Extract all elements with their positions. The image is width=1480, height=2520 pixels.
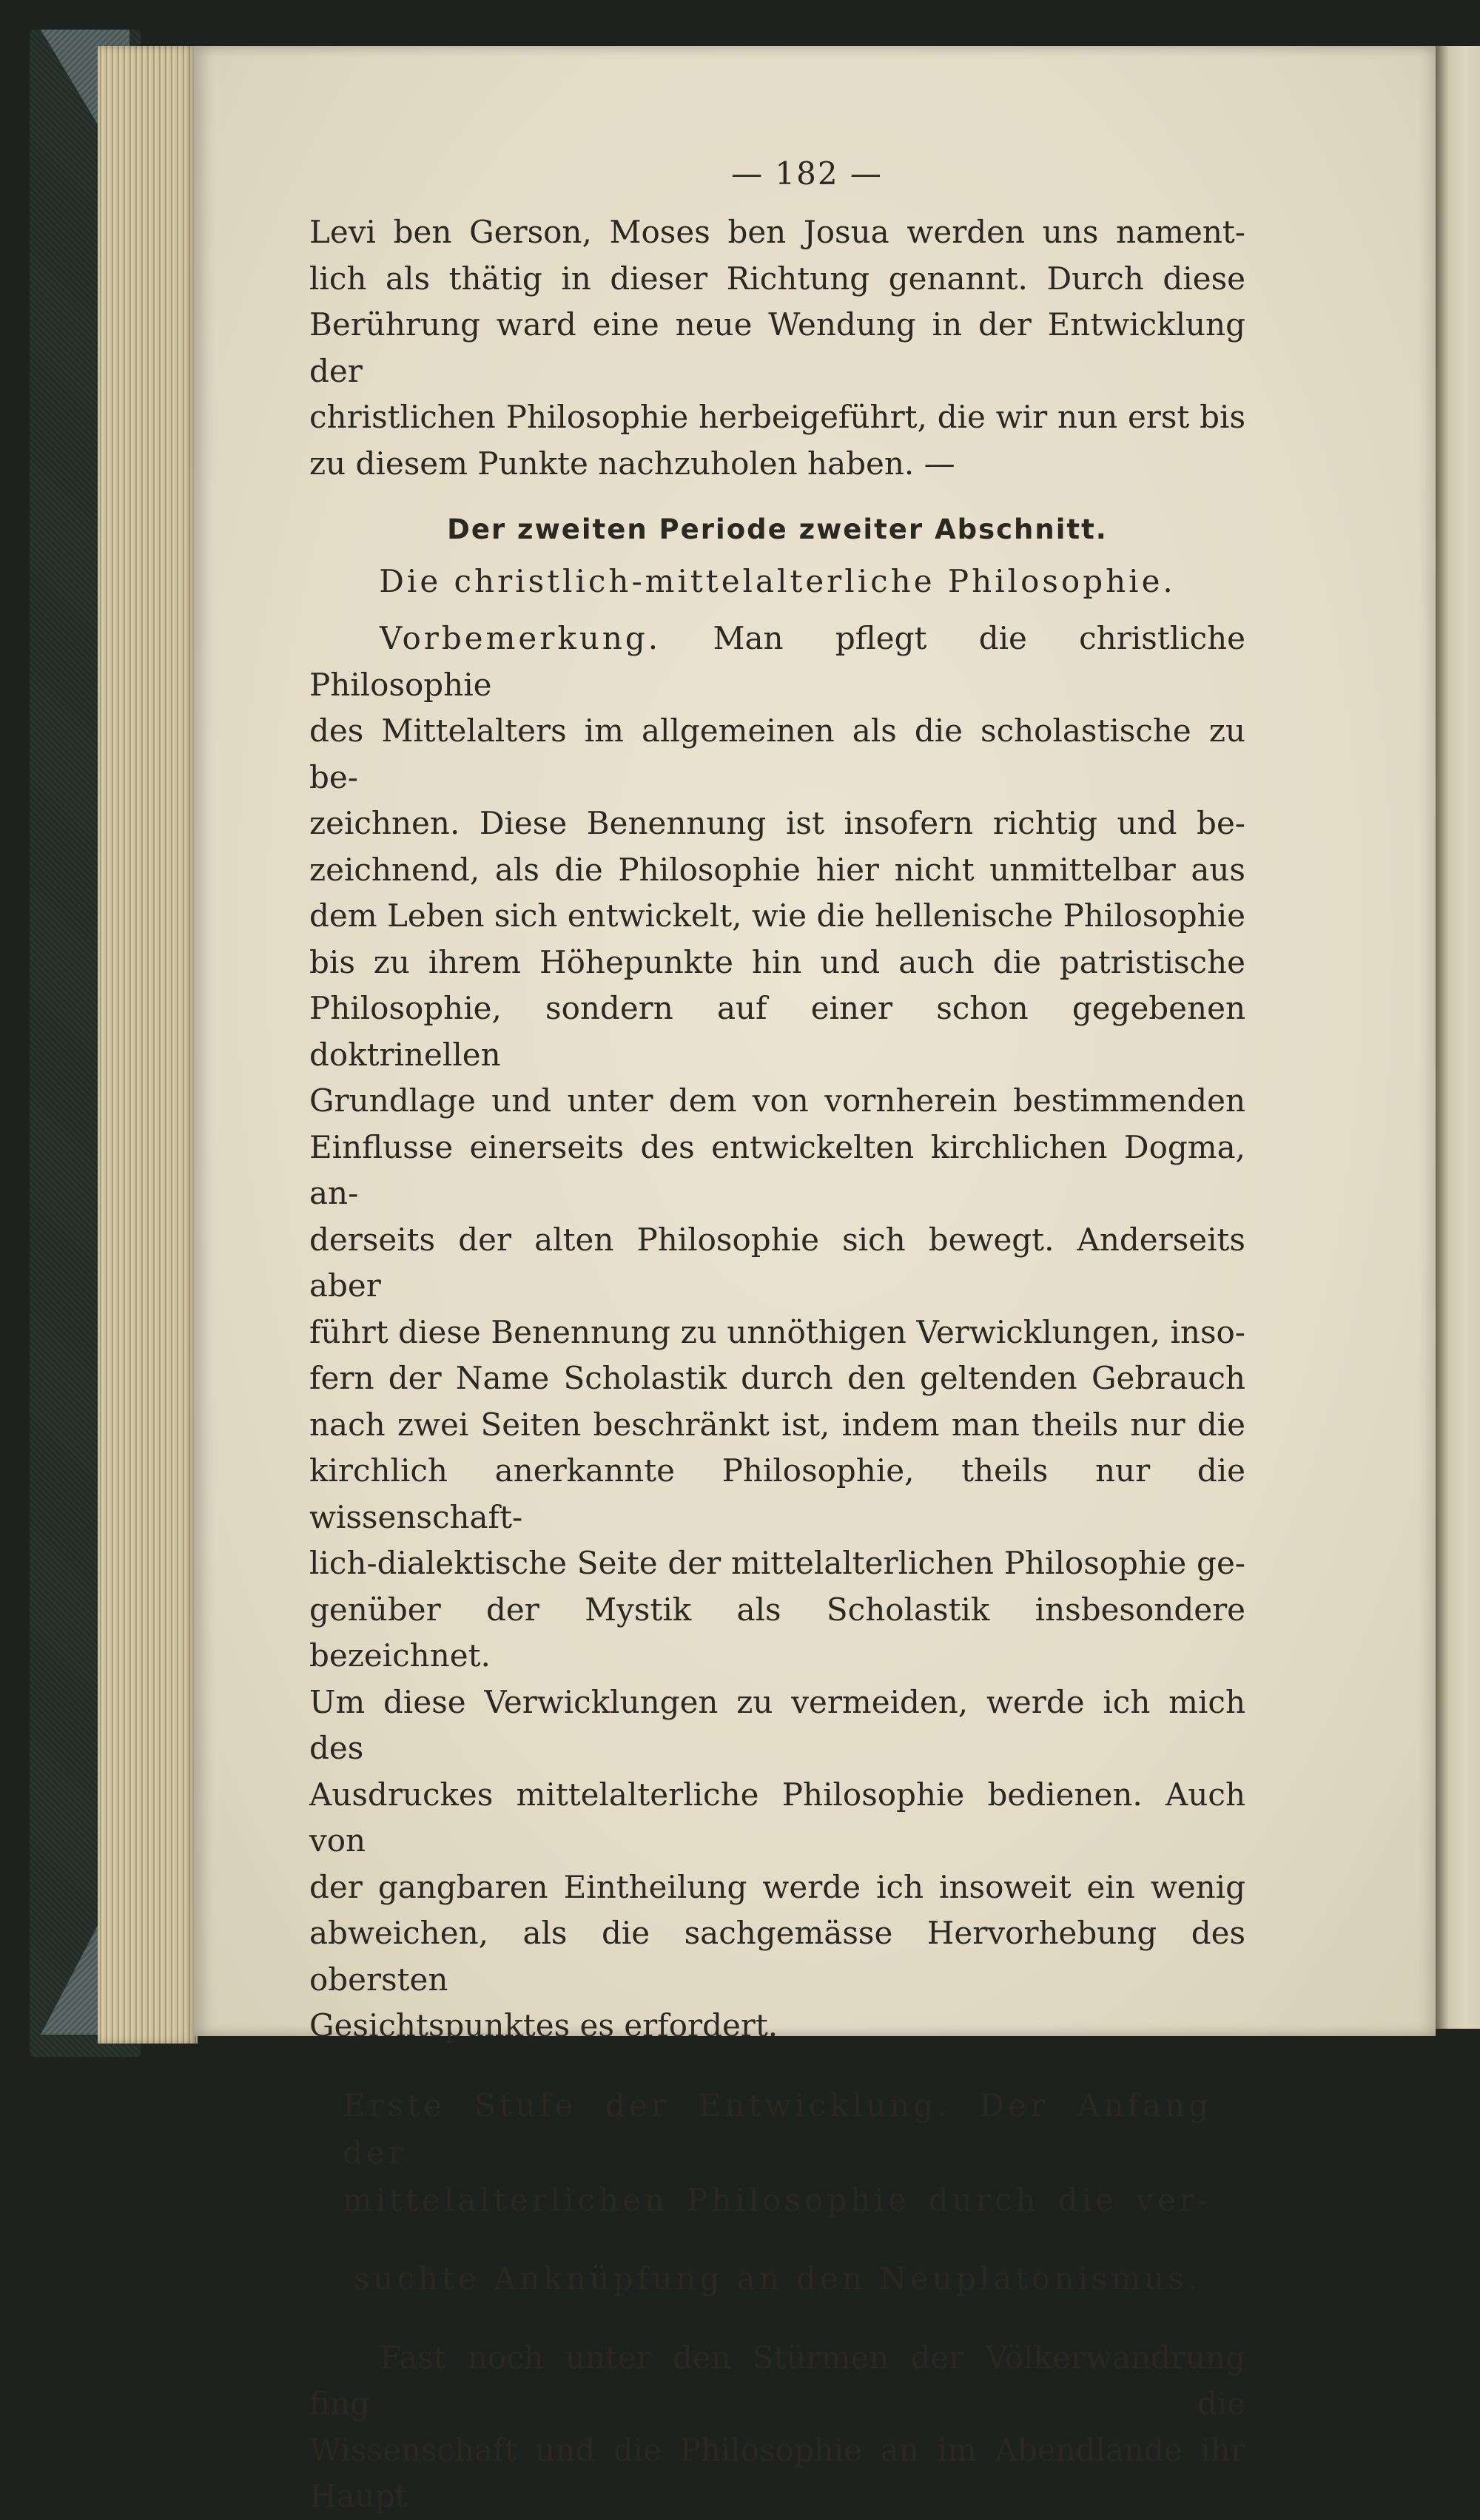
page-edges xyxy=(98,46,198,2044)
text-line: Philosophie, sondern auf einer schon gegebenen doktrinellen xyxy=(309,990,1245,1073)
text-line: lich als thätig in dieser Richtung genannt. Durch diese xyxy=(309,260,1245,297)
text-line: führt diese Benennung zu unnöthigen Verwicklungen, inso- xyxy=(309,1313,1245,1350)
text-line: des Mittelalters im allgemeinen als die scholastische zu be- xyxy=(309,712,1245,795)
text-line: Berührung ward eine neue Wendung in der Entwicklung der xyxy=(309,306,1245,389)
text-line: Gesichtspunktes es erfordert. xyxy=(309,2007,778,2044)
final-paragraph xyxy=(309,2335,1245,2520)
text-line: dem Leben sich entwickelt, wie die hellenische Philosophie xyxy=(309,897,1245,934)
text-line xyxy=(309,616,1245,708)
page-text xyxy=(309,152,1245,2520)
text-line: derseits der alten Philosophie sich bewegt. Anderseits aber xyxy=(309,1221,1245,1304)
text-line: genüber der Mystik als Scholastik insbesondere bezeichnet. xyxy=(309,1591,1245,1674)
intro-paragraph xyxy=(309,209,1245,487)
section-heading: Der zweiten Periode zweiter Abschnitt. xyxy=(447,513,1108,545)
text-line: bis zu ihrem Höhepunkte hin und auch die patristische xyxy=(309,943,1245,980)
stage-heading xyxy=(343,2082,1212,2302)
text-line: kirchlich anerkannte Philosophie, theils nur die wissenschaft- xyxy=(309,1452,1245,1535)
text-line: fern der Name Scholastik durch den geltenden Gebrauch xyxy=(309,1360,1245,1396)
text-line: zeichnend, als die Philosophie hier nicht unmittelbar aus xyxy=(309,851,1245,888)
remark-label: Vorbemerkung. xyxy=(380,620,662,656)
stage-line: mittelalterlichen Philosophie durch die ver- xyxy=(343,2181,1212,2218)
next-page-edge xyxy=(1436,46,1480,2029)
text-line: abweichen, als die sachgemässe Hervorhebung des obersten xyxy=(309,1915,1245,1998)
text-line: zeichnen. Diese Benennung ist insofern richtig und be- xyxy=(309,805,1245,841)
stage-line: Erste Stufe der Entwicklung. Der Anfang der xyxy=(343,2086,1212,2171)
text-line: christlichen Philosophie herbeigeführt, die wir nun erst bis xyxy=(309,399,1245,435)
text-line: Einflusse einerseits des entwickelten kirchlichen Dogma, an- xyxy=(309,1128,1245,1211)
remark-paragraph xyxy=(309,616,1245,2049)
section-subtitle: Die christlich-mittelalterliche Philosophie. xyxy=(379,563,1176,599)
text-line: Um diese Verwicklungen zu vermeiden, werde ich mich des xyxy=(309,1683,1245,1766)
remark-first-line: Man pflegt die christliche Philosophie xyxy=(309,620,1245,703)
text-line: lich-dialektische Seite der mittelalterlichen Philosophie ge- xyxy=(309,1545,1245,1581)
text-line: der gangbaren Eintheilung werde ich insoweit ein wenig xyxy=(309,1868,1245,1905)
text-line: Levi ben Gerson, Moses ben Josua werden uns nament- xyxy=(309,214,1245,250)
page-number: — 182 — xyxy=(731,155,883,192)
text-line: Wissenschaft und die Philosophie an im Abendlande ihr Haupt xyxy=(309,2431,1245,2514)
text-line: zu diesem Punkte nachzuholen haben. — xyxy=(309,445,955,482)
text-line: nach zwei Seiten beschränkt ist, indem man theils nur die xyxy=(309,1406,1245,1443)
stage-line: suchte Anknüpfung an den Neuplatonismus. xyxy=(353,2260,1202,2297)
text-line: Grundlage und unter dem von vornherein bestimmenden xyxy=(309,1082,1245,1119)
text-line: Ausdruckes mittelalterliche Philosophie bedienen. Auch von xyxy=(309,1776,1245,1859)
text-line: Fast noch unter den Stürmen der Völkerwandrung fing die xyxy=(309,2339,1245,2422)
